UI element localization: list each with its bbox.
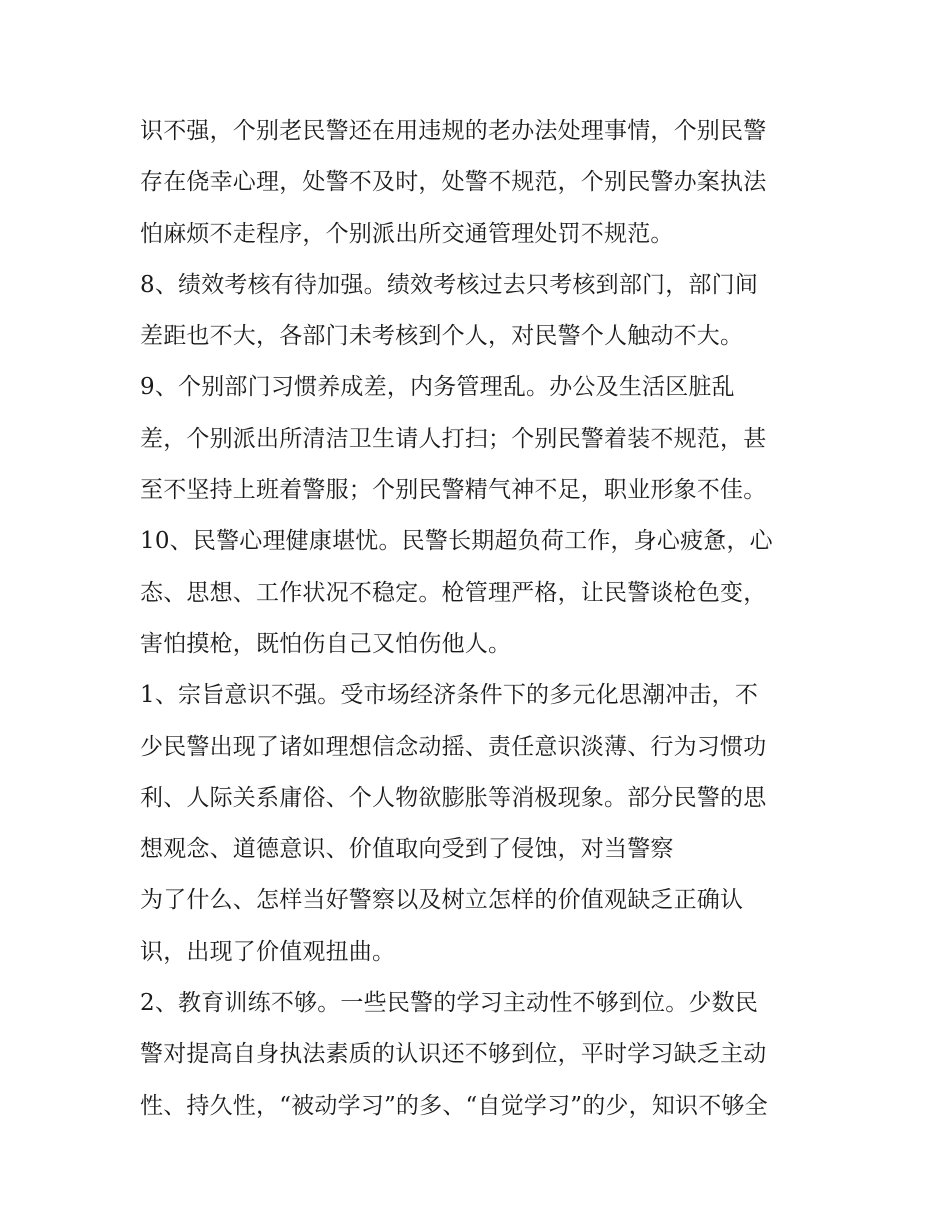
text-line: 差距也不大，各部门未考核到个人，对民警个人触动不大。	[140, 323, 744, 350]
text-line: 8、绩效考核有待加强。绩效考核过去只考核到部门，部门间	[140, 271, 759, 298]
text-line: 为了什么、怎样当好警察以及树立怎样的价值观缺乏正确认	[140, 887, 744, 914]
text-line: 警对提高自身执法素质的认识还不够到位，平时学习缺乏主动	[140, 1041, 767, 1068]
text-line: 识不强，个别老民警还在用违规的老办法处理事情，个别民警	[140, 118, 767, 144]
text-line: 害怕摸枪，既怕伤自己又怕伤他人。	[140, 630, 512, 657]
text-line: 怕麻烦不走程序，个别派出所交通管理处罚不规范。	[140, 220, 674, 247]
text-line: 差，个别派出所清洁卫生请人打扫；个别民警着装不规范，甚	[140, 425, 767, 452]
text-line: 1、宗旨意识不强。受市场经济条件下的多元化思潮冲击，不	[140, 682, 759, 709]
text-line: 识，出现了价值观扭曲。	[140, 938, 396, 965]
text-line: 态、思想、工作状况不稳定。枪管理严格，让民警谈枪色变，	[140, 579, 767, 606]
text-line: 至不坚持上班着警服；个别民警精气神不足，职业形象不佳。	[140, 477, 767, 504]
text-line: 少民警出现了诸如理想信念动摇、责任意识淡薄、行为习惯功	[140, 733, 767, 760]
text-line: 2、教育训练不够。一些民警的学习主动性不够到位。少数民	[140, 990, 759, 1017]
text-line: 性、持久性，“被动学习”的多、“自觉学习”的少，知识不够全	[140, 1092, 768, 1119]
text-line: 利、人际关系庸俗、个人物欲膨胀等消极现象。部分民警的思	[140, 784, 767, 811]
text-line: 10、民警心理健康堪忧。民警长期超负荷工作，身心疲惫，心	[140, 528, 773, 555]
text-line: 想观念、道德意识、价值取向受到了侵蚀，对当警察	[140, 836, 674, 863]
body-text	[140, 108, 830, 1134]
text-line: 9、个别部门习惯养成差，内务管理乱。办公及生活区脏乱	[140, 374, 735, 401]
text-line: 存在侥幸心理，处警不及时，处警不规范，个别民警办案执法	[140, 169, 767, 196]
